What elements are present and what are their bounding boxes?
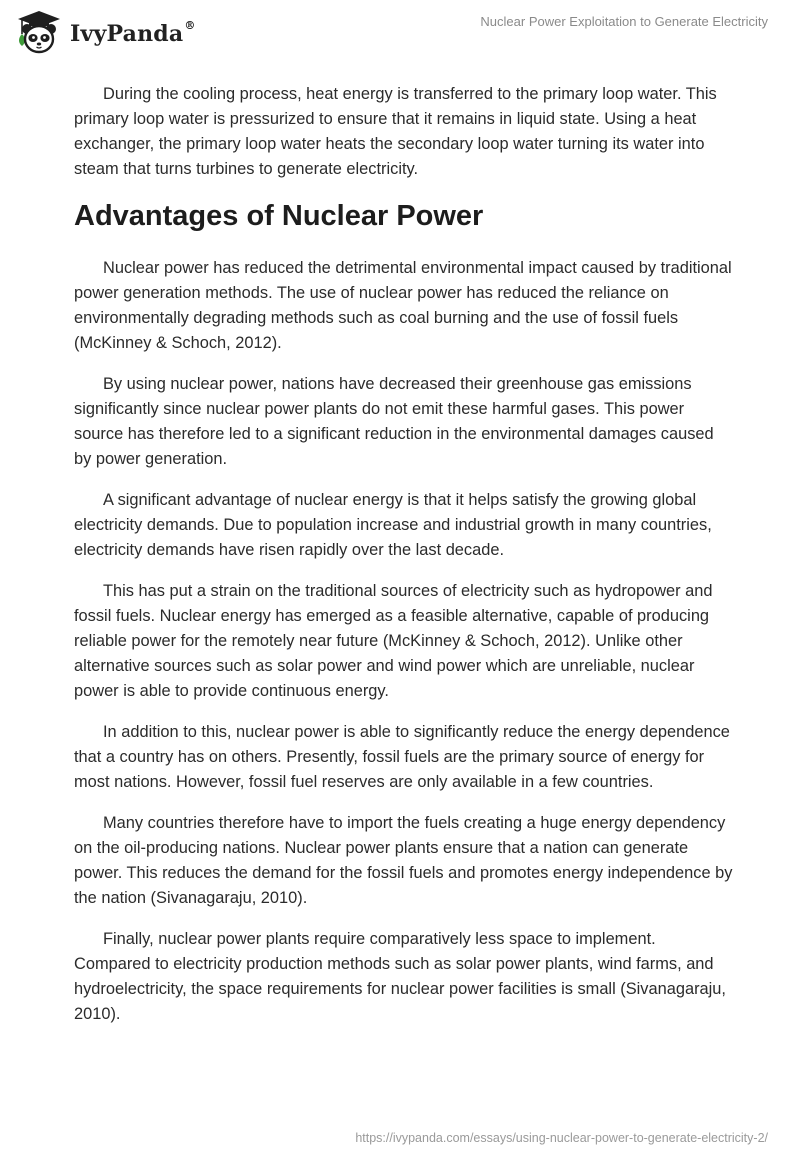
source-url-link[interactable]: https://ivypanda.com/essays/using-nuclear-power-to-generate-electricity-2/	[355, 1131, 768, 1145]
document-title: Nuclear Power Exploitation to Generate Electricity	[480, 14, 768, 29]
paragraph-environmental-impact: Nuclear power has reduced the detrimental environmental impact caused by traditional power generation methods. The use of nuclear power has reduced the reliance on environmentally degrading methods such as coal burning and the use of fossil fuels (McKinney & Schoch, 2012).	[74, 259, 732, 352]
panda-graduate-icon	[14, 8, 64, 58]
paragraph-reliable-alternative: This has put a strain on the traditional sources of electricity such as hydropower and fossil fuels. Nuclear energy has emerged as a feasible alternative, capable of producing reliable power for the remotely near future (McKinney & Schoch, 2012). Unlike other alternative sources such as solar power and wind power which are unreliable, nuclear power is able to provide continuous energy.	[74, 582, 713, 700]
paragraph-cooling-process: During the cooling process, heat energy is transferred to the primary loop water. This primary loop water is pressurized to ensure that it remains in liquid state. Using a heat exchanger, the primary loop water heats the secondary loop water turning its water into steam that turns turbines to generate electricity.	[74, 85, 717, 178]
page-header	[0, 0, 800, 70]
section-heading: Advantages of Nuclear Power	[74, 200, 484, 232]
paragraph-electricity-demand: A significant advantage of nuclear energy is that it helps satisfy the growing global electricity demands. Due to population increase and industrial growth in many countries, electricity demands have risen rapidly over the last decade.	[74, 491, 712, 559]
logo-wordmark: IvyPanda®	[70, 19, 196, 47]
paragraph-energy-dependence: In addition to this, nuclear power is able to significantly reduce the energy dependence that a country has on others. Presently, fossil fuels are the primary source of energy for most nations. However, fossil fuel reserves are only available in a few countries.	[74, 723, 730, 791]
ivypanda-logo[interactable]	[14, 8, 196, 58]
paragraph-space-requirements: Finally, nuclear power plants require comparatively less space to implement. Compared to electricity production methods such as solar power plants, wind farms, and hydroelectricity, the space requirements for nuclear power facilities is small (Sivanagaraju, 2010).	[74, 930, 726, 1023]
paragraph-energy-independence: Many countries therefore have to import the fuels creating a huge energy dependency on the oil-producing nations. Nuclear power plants ensure that a nation can generate power. This reduces the demand for the fossil fuels and promotes energy independence by the nation (Sivanagaraju, 2010).	[74, 814, 733, 907]
essay-body	[74, 82, 734, 1043]
paragraph-emissions: By using nuclear power, nations have decreased their greenhouse gas emissions significantly since nuclear power plants do not emit these harmful gases. This power source has therefore led to a significant reduction in the environmental damages caused by power generation.	[74, 375, 714, 468]
